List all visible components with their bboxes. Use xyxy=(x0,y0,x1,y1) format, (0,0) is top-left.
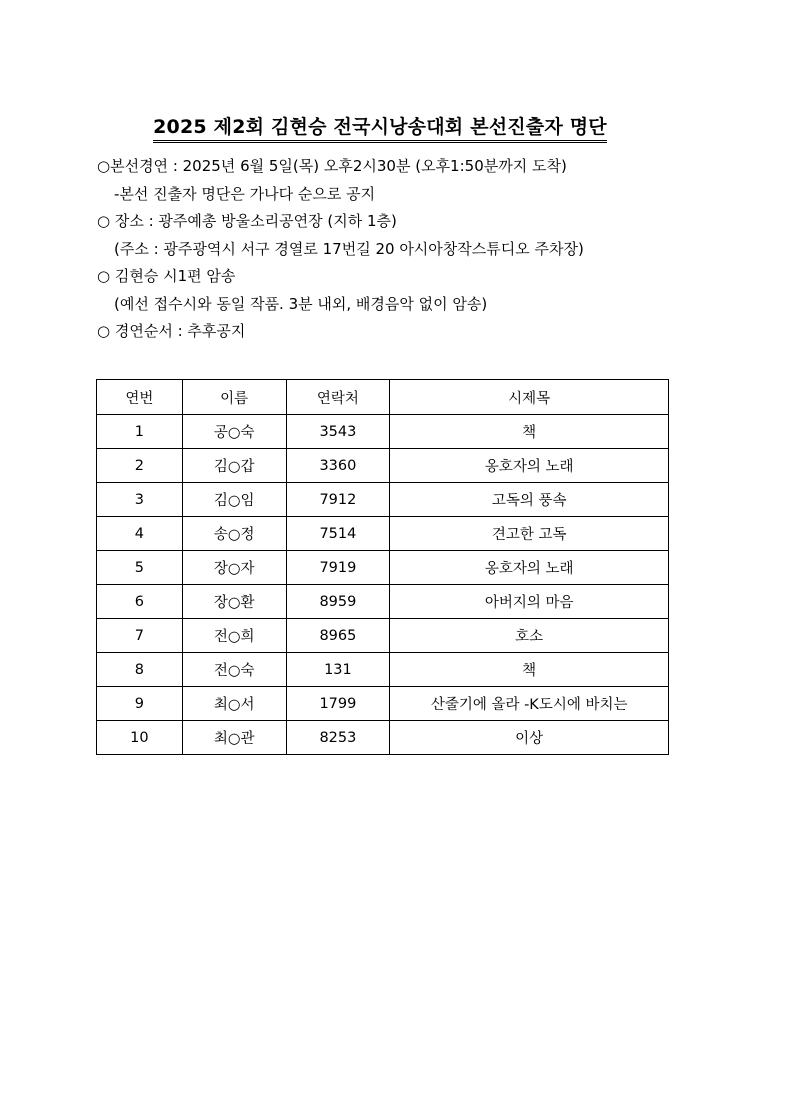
cell-contact: 8253 xyxy=(286,721,390,755)
cell-poem-title: 고독의 풍속 xyxy=(390,483,669,517)
cell-number: 5 xyxy=(97,551,183,585)
cell-name: 전○희 xyxy=(182,619,286,653)
cell-name: 공○숙 xyxy=(182,415,286,449)
cell-contact: 7919 xyxy=(286,551,390,585)
info-line-recital-note: (예선 접수시와 동일 작품. 3분 내외, 배경음악 없이 암송) xyxy=(114,294,488,313)
table-row xyxy=(97,585,669,619)
table-header-row xyxy=(97,380,669,415)
cell-name: 김○갑 xyxy=(182,449,286,483)
cell-number: 7 xyxy=(97,619,183,653)
cell-number: 4 xyxy=(97,517,183,551)
table-row xyxy=(97,653,669,687)
cell-name: 전○숙 xyxy=(182,653,286,687)
cell-contact: 7514 xyxy=(286,517,390,551)
header-contact: 연락처 xyxy=(286,380,390,415)
table-row xyxy=(97,449,669,483)
header-name: 이름 xyxy=(182,380,286,415)
cell-poem-title: 옹호자의 노래 xyxy=(390,551,669,585)
cell-poem-title: 책 xyxy=(390,653,669,687)
cell-name: 최○관 xyxy=(182,721,286,755)
cell-contact: 7912 xyxy=(286,483,390,517)
info-line-order-note: -본선 진출자 명단은 가나다 순으로 공지 xyxy=(114,184,376,203)
header-poem-title: 시제목 xyxy=(390,380,669,415)
cell-poem-title: 호소 xyxy=(390,619,669,653)
cell-number: 10 xyxy=(97,721,183,755)
table-row xyxy=(97,415,669,449)
cell-contact: 8959 xyxy=(286,585,390,619)
info-line-address: (주소 : 광주광역시 서구 경열로 17번길 20 아시아창작스튜디오 주차장) xyxy=(114,239,584,258)
table-row xyxy=(97,517,669,551)
table-row xyxy=(97,619,669,653)
finalist-table xyxy=(96,379,669,755)
info-line-venue: ○ 장소 : 광주예총 방울소리공연장 (지하 1층) xyxy=(97,212,397,230)
cell-number: 6 xyxy=(97,585,183,619)
header-number: 연번 xyxy=(97,380,183,415)
cell-contact: 3360 xyxy=(286,449,390,483)
cell-poem-title: 이상 xyxy=(390,721,669,755)
cell-name: 송○정 xyxy=(182,517,286,551)
table-row xyxy=(97,483,669,517)
document-title xyxy=(0,112,760,143)
document-title-text: 2025 제2회 김현승 전국시낭송대회 본선진출자 명단 xyxy=(153,112,607,143)
cell-poem-title: 견고한 고독 xyxy=(390,517,669,551)
cell-name: 최○서 xyxy=(182,687,286,721)
cell-name: 김○임 xyxy=(182,483,286,517)
contest-info xyxy=(97,153,717,346)
cell-number: 3 xyxy=(97,483,183,517)
info-line-sequence: ○ 경연순서 : 추후공지 xyxy=(97,322,246,340)
cell-number: 9 xyxy=(97,687,183,721)
cell-number: 1 xyxy=(97,415,183,449)
table-row xyxy=(97,551,669,585)
cell-contact: 1799 xyxy=(286,687,390,721)
table-row xyxy=(97,721,669,755)
cell-poem-title: 옹호자의 노래 xyxy=(390,449,669,483)
cell-poem-title: 아버지의 마음 xyxy=(390,585,669,619)
cell-name: 장○자 xyxy=(182,551,286,585)
cell-number: 2 xyxy=(97,449,183,483)
cell-contact: 131 xyxy=(286,653,390,687)
cell-poem-title: 책 xyxy=(390,415,669,449)
cell-poem-title: 산줄기에 올라 -K도시에 바치는 xyxy=(390,687,669,721)
info-line-recital: ○ 김현승 시1편 암송 xyxy=(97,267,236,285)
info-line-schedule: ○본선경연 : 2025년 6월 5일(목) 오후2시30분 (오후1:50분까지 도착) xyxy=(97,157,567,175)
cell-contact: 8965 xyxy=(286,619,390,653)
table-row xyxy=(97,687,669,721)
cell-name: 장○환 xyxy=(182,585,286,619)
cell-contact: 3543 xyxy=(286,415,390,449)
cell-number: 8 xyxy=(97,653,183,687)
